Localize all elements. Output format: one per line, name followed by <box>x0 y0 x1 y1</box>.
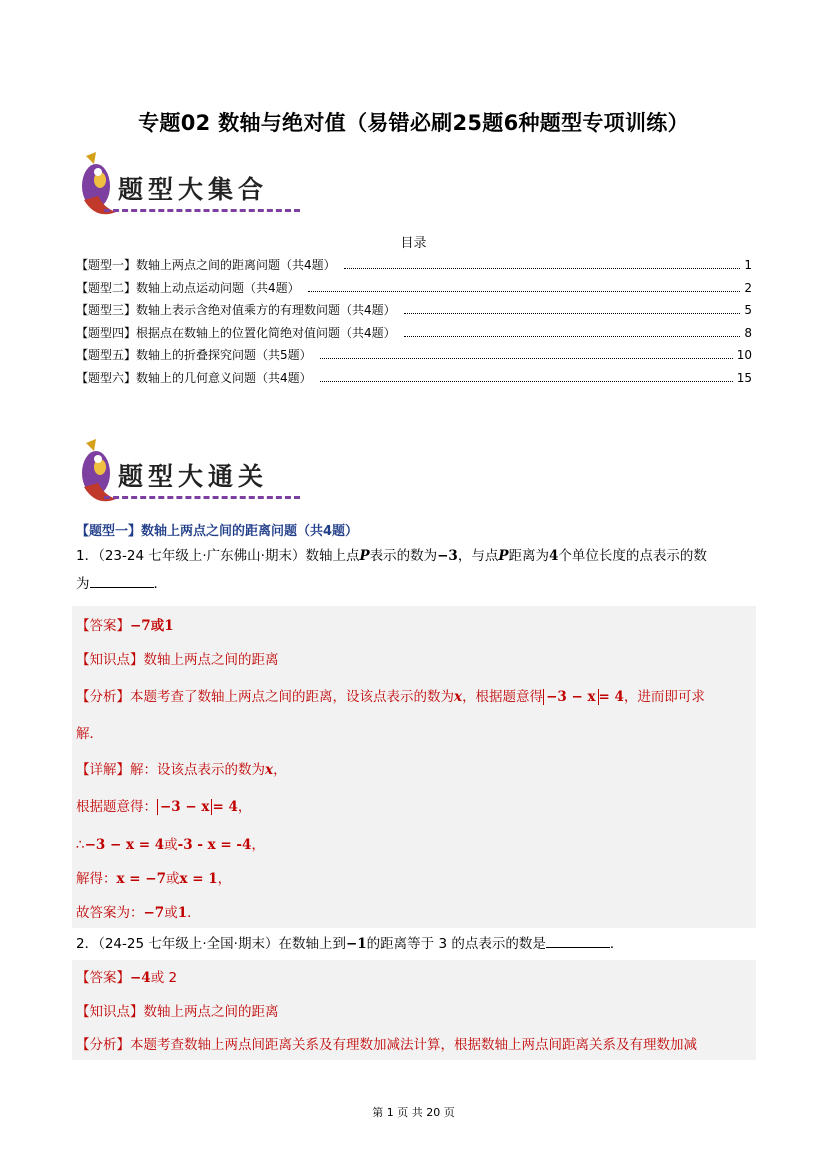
banner-practice <box>76 437 306 509</box>
toc-item[interactable]: 【题型三】数轴上表示含绝对值乘方的有理数问题（共4题） 5 <box>76 303 752 318</box>
analysis-line: 【分析】本题考查了数轴上两点之间的距离，设该点表示的数为x，根据题意得 −3 − x = 4，进而即可求 <box>76 689 705 705</box>
banner-collection <box>76 150 306 222</box>
answer-box-2 <box>72 960 756 1060</box>
analysis-line-cont: 解． <box>76 726 103 742</box>
question-2: 2．（24-25 七年级上·全国·期末）在数轴上到−1的距离等于 3 的点表示的数是 ． <box>76 930 752 958</box>
banner-collection-text: 题型大集合 <box>118 175 269 204</box>
toc-item[interactable]: 【题型六】数轴上的几何意义问题（共4题） 15 <box>76 370 752 385</box>
page-footer: 第 1 页 共 20 页 <box>372 1106 455 1119</box>
toc-item[interactable]: 【题型一】数轴上两点之间的距离问题（共4题） 1 <box>76 258 752 272</box>
final-answer: 故答案为：−7或1． <box>76 905 201 921</box>
knowledge-point: 【知识点】数轴上两点之间的距离 <box>76 652 279 668</box>
detail-step-2: ∴−3 − x = 4或-3 - x = -4， <box>76 837 265 853</box>
toc-item[interactable]: 【题型二】数轴上动点运动问题（共4题） 2 <box>76 280 752 295</box>
knowledge-point: 【知识点】数轴上两点之间的距离 <box>76 1004 279 1020</box>
answer-box-1 <box>72 606 756 928</box>
answer-line: 【答案】−4或 2 <box>76 970 178 986</box>
detail-step-1: 根据题意得： −3 − x = 4， <box>76 799 252 815</box>
detail-step-3: 解得：x = −7或x = 1， <box>76 871 232 887</box>
section-heading: 【题型一】数轴上两点之间的距离问题（共4题） <box>76 524 359 539</box>
answer-blank[interactable] <box>546 933 610 948</box>
analysis-line: 【分析】本题考查数轴上两点间距离关系及有理数加减法计算，根据数轴上两点间距离关系及有理数加减 <box>76 1037 697 1053</box>
answer-blank[interactable] <box>90 573 154 588</box>
answer-line: 【答案】−7或1 <box>76 618 174 634</box>
banner-practice-text: 题型大通关 <box>118 462 269 491</box>
table-of-contents <box>76 256 752 392</box>
banner-divider <box>104 496 300 499</box>
question-1: 1．（23-24 七年级上·广东佛山·期末）数轴上点P表示的数为−3，与点P距离为4个单位长度的点表示的数 为 ． <box>76 548 707 592</box>
toc-item[interactable]: 【题型四】根据点在数轴上的位置化简绝对值问题（共4题） 8 <box>76 325 752 340</box>
page-title: 专题02 数轴与绝对值（易错必刷25题6种题型专项训练） <box>138 111 689 135</box>
banner-divider <box>104 209 300 212</box>
toc-item[interactable]: 【题型五】数轴上的折叠探究问题（共5题） 10 <box>76 348 752 363</box>
detail-line: 【详解】解：设该点表示的数为x， <box>76 762 287 778</box>
toc-title: 目录 <box>400 236 427 251</box>
